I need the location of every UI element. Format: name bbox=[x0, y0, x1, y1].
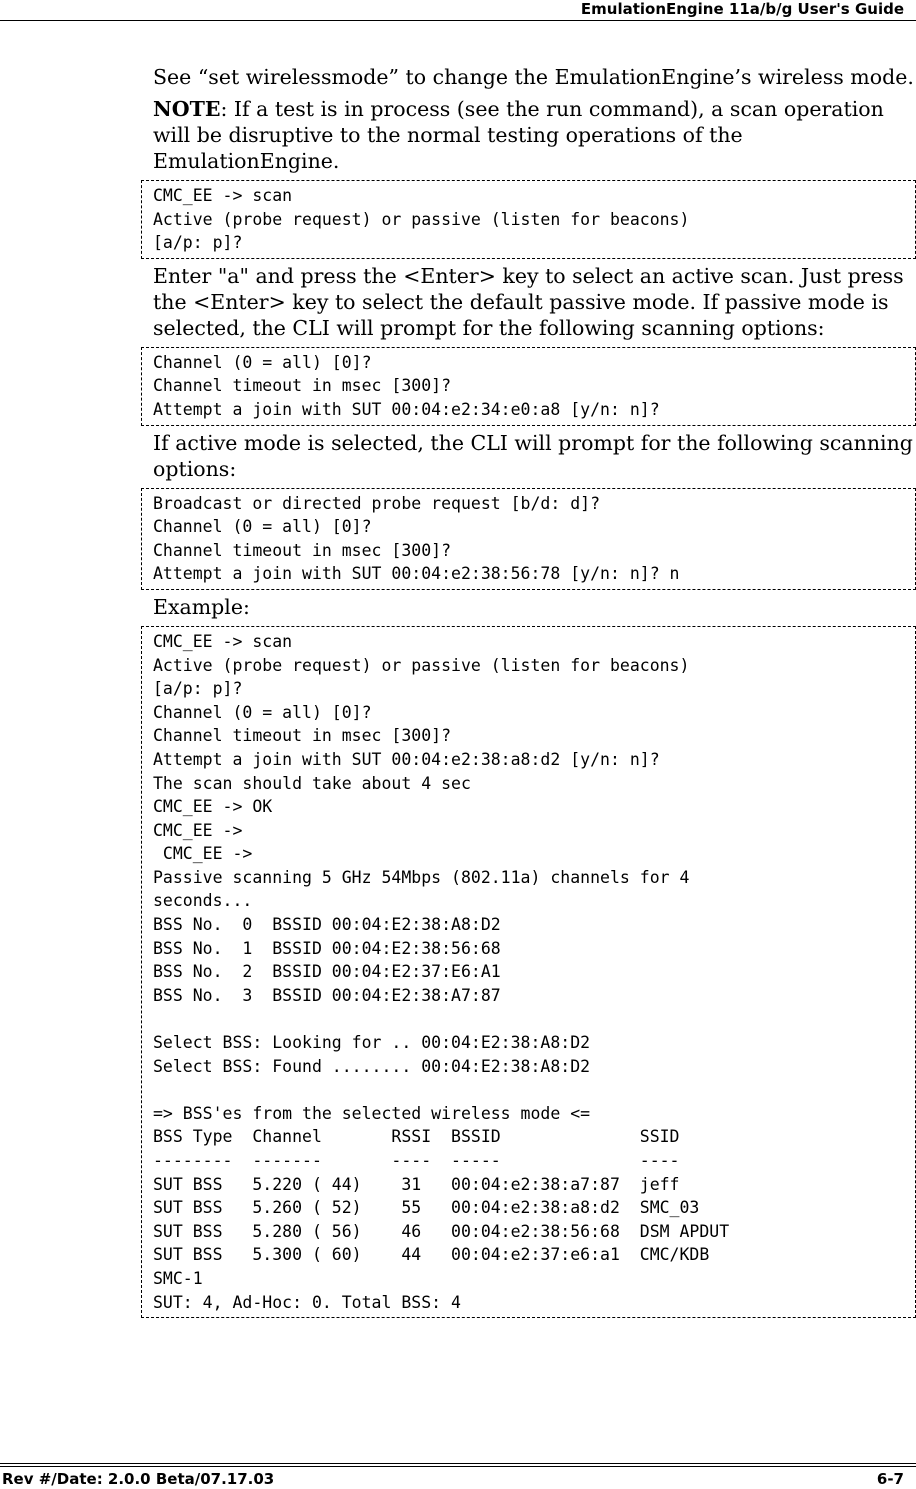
active-mode-paragraph: If active mode is selected, the CLI will prompt for the following scanning options: bbox=[153, 430, 913, 481]
code-block-passive-options: Channel (0 = all) [0]? Channel timeout in msec [300]? Attempt a join with SUT 00:04:e2:34:e0:a8 [y/n: n]? bbox=[141, 347, 916, 426]
passive-mode-paragraph: Enter "a" and press the <Enter> key to select an active scan. Just press the <Enter> key to select the default passive mode. If passive mode is selected, the CLI will prompt for the following scanning options: bbox=[153, 263, 904, 340]
footer-rule-bottom bbox=[0, 1466, 916, 1467]
code-block-active-options: Broadcast or directed probe request [b/d: d]? Channel (0 = all) [0]? Channel timeout in msec [300]? Attempt a join with SUT 00:04:e2:38:56:78 [y/n: n]? n bbox=[141, 488, 916, 590]
footer-revision: Rev #/Date: 2.0.0 Beta/07.17.03 bbox=[2, 1470, 275, 1488]
note-paragraph bbox=[153, 96, 916, 174]
code-block-example: CMC_EE -> scan Active (probe request) or passive (listen for beacons) [a/p: p]? Channel (0 = all) [0]? Channel timeout in msec [300]? Attempt a join with SUT 00:04:e2:38:a8:d2 [y/n: n]? The scan should take about 4 sec CMC_EE -> OK CMC_EE -> CMC_EE -> Passive scanning 5 GHz 54Mbps (802.11a) channels for 4 seconds... BSS No. 0 BSSID 00:04:E2:38:A8:D2 BSS No. 1 BSSID 00:04:E2:38:56:68 BSS No. 2 BSSID 00:04:E2:37:E6:A1 BSS No. 3 BSSID 00:04:E2:38:A7:87 Select BSS: Looking for .. 00:04:E2:38:A8:D2 Select BSS: Found ........ 00:04:E2:38:A8:D2 => BSS'es from the selected wireless mode <= BSS Type Channel RSSI BSSID SSID -------- ------- ---- ----- ---- SUT BSS 5.220 ( 44) 31 00:04:e2:38:a7:87 jeff SUT BSS 5.260 ( 52) 55 00:04:e2:38:a8:d2 SMC_03 SUT BSS 5.280 ( 56) 46 00:04:e2:38:56:68 DSM APDUT SUT BSS 5.300 ( 60) 44 00:04:e2:37:e6:a1 CMC/KDB SMC-1 SUT: 4, Ad-Hoc: 0. Total BSS: 4 bbox=[141, 626, 916, 1318]
page-header bbox=[0, 0, 916, 21]
note-label: NOTE bbox=[153, 97, 221, 121]
note-text: : If a test is in process (see the run command), a scan operation will be disruptive to the normal testing operations of the EmulationEngine. bbox=[153, 97, 884, 173]
example-label: Example: bbox=[153, 594, 250, 619]
code-block-scan-prompt: CMC_EE -> scan Active (probe request) or passive (listen for beacons) [a/p: p]? bbox=[141, 180, 916, 259]
header-title: EmulationEngine 11a/b/g User's Guide bbox=[580, 0, 904, 18]
footer-page-number: 6-7 bbox=[876, 1470, 904, 1488]
page-content bbox=[141, 64, 916, 1322]
footer-rule-top bbox=[0, 1463, 916, 1464]
intro-paragraph: See “set wirelessmode” to change the EmulationEngine’s wireless mode. bbox=[153, 65, 914, 89]
